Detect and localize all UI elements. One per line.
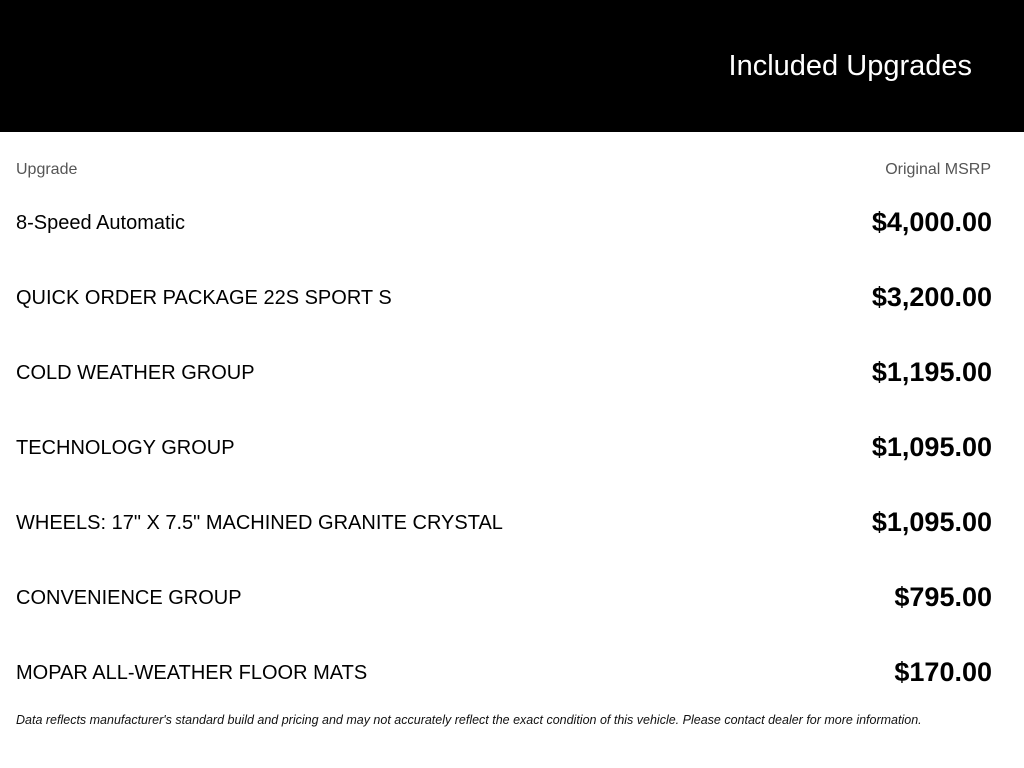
upgrade-price: $795.00 — [894, 582, 992, 612]
upgrade-row — [0, 335, 1024, 410]
upgrade-name: TECHNOLOGY GROUP — [16, 437, 235, 459]
upgrade-row — [0, 485, 1024, 560]
upgrade-name: WHEELS: 17" X 7.5" MACHINED GRANITE CRYSTAL — [16, 512, 503, 534]
upgrade-price: $1,095.00 — [871, 432, 992, 462]
upgrade-row — [0, 635, 1024, 710]
upgrade-price: $1,195.00 — [871, 357, 992, 387]
upgrade-row — [0, 185, 1024, 260]
upgrade-price: $1,095.00 — [871, 507, 992, 537]
upgrade-price: $170.00 — [894, 657, 992, 687]
upgrade-row — [0, 560, 1024, 635]
page-title: Included Upgrades — [728, 50, 972, 82]
header-bar — [0, 0, 1024, 132]
column-header-upgrade: Upgrade — [16, 161, 78, 178]
column-header-msrp: Original MSRP — [885, 161, 991, 178]
upgrade-name: MOPAR ALL-WEATHER FLOOR MATS — [16, 662, 368, 684]
upgrade-name: CONVENIENCE GROUP — [16, 587, 242, 609]
upgrade-row — [0, 260, 1024, 335]
upgrade-name: COLD WEATHER GROUP — [16, 362, 255, 384]
upgrade-name: 8-Speed Automatic — [16, 212, 185, 234]
upgrades-list — [0, 185, 1024, 710]
upgrade-row — [0, 410, 1024, 485]
upgrade-price: $4,000.00 — [871, 207, 992, 237]
disclaimer-text: Data reflects manufacturer's standard build and pricing and may not accurately reflect the exact condition of this vehicle. Please contact dealer for more information. — [16, 713, 922, 727]
upgrade-name: QUICK ORDER PACKAGE 22S SPORT S — [16, 287, 392, 309]
upgrade-price: $3,200.00 — [871, 282, 992, 312]
